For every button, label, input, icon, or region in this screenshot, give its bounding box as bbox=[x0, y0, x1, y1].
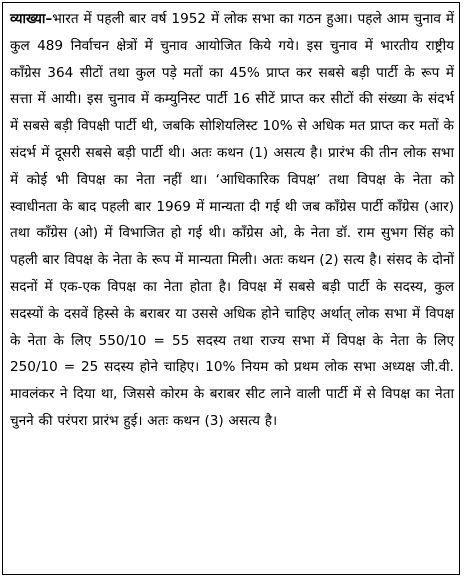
explanation-paragraph bbox=[10, 6, 454, 435]
explanation-text: भारत में पहली बार वर्ष 1952 में लोक सभा का गठन हुआ। पहले आम चुनाव में कुल 489 निर्वाचन क्षेत्रों में चुनाव आयोजित किये गये। इस चुनाव में भारतीय राष्ट्रीय कॉंग्रेस 364 सीटों तथा कुल पड़े मतों का 45% प्राप्त कर सबसे बड़ी पार्टी के रूप में सत्ता में आयी। इस चुनाव में कम्युनिस्ट पार्टी 16 सीटें प्राप्त कर सीटों की संख्या के संदर्भ में सबसे बड़ी विपक्षी पार्टी थी, जबकि सोशियलिस्ट 10% से अधिक मत प्राप्त कर मतों के संदर्भ में दूसरी सबसे बड़ी पार्टी थी। अतः कथन (1) असत्य है। प्रारंभ की तीन लोक सभा में कोई भी विपक्ष का नेता नहीं था। ‘आधिकारिक विपक्ष’ तथा विपक्ष के नेता को स्वाधीनता के बाद पहली बार 1969 में मान्यता दी गई थी जब कॉंग्रेस पार्टी कॉंग्रेस (आर) तथा कॉंग्रेस (ओ) में विभाजित हो गई थी। कॉंग्रेस ओ, के नेता डॉ. राम सुभग सिंह को पहली बार विपक्ष के नेता के रूप में मान्यता मिली। अतः कथन (2) सत्य है। संसद के दोनों सदनों में एक-एक विपक्ष का नेता होता है। विपक्ष में सबसे बड़ी पार्टी के सदस्य, कुल सदस्यों के दसवें हिस्से के बराबर या उससे अधिक होने चाहिए अर्थात् लोक सभा में विपक्ष के नेता के लिए 550/10 = 55 सदस्य तथा राज्य सभा में विपक्ष के नेता के लिए 250/10 = 25 सदस्य होने चाहिए। 10% नियम को प्रथम लोक सभा अध्यक्ष जी.वी. मावलंकर ने दिया था, जिससे कोरम के बराबर सीट लाने वाली पार्टी में से विपक्ष का नेता चुनने की परंपरा प्रारंभ हुई। अतः कथन (3) असत्य है। bbox=[10, 11, 454, 429]
explanation-heading: व्याख्या– bbox=[10, 11, 53, 27]
explanation-box bbox=[2, 2, 460, 575]
